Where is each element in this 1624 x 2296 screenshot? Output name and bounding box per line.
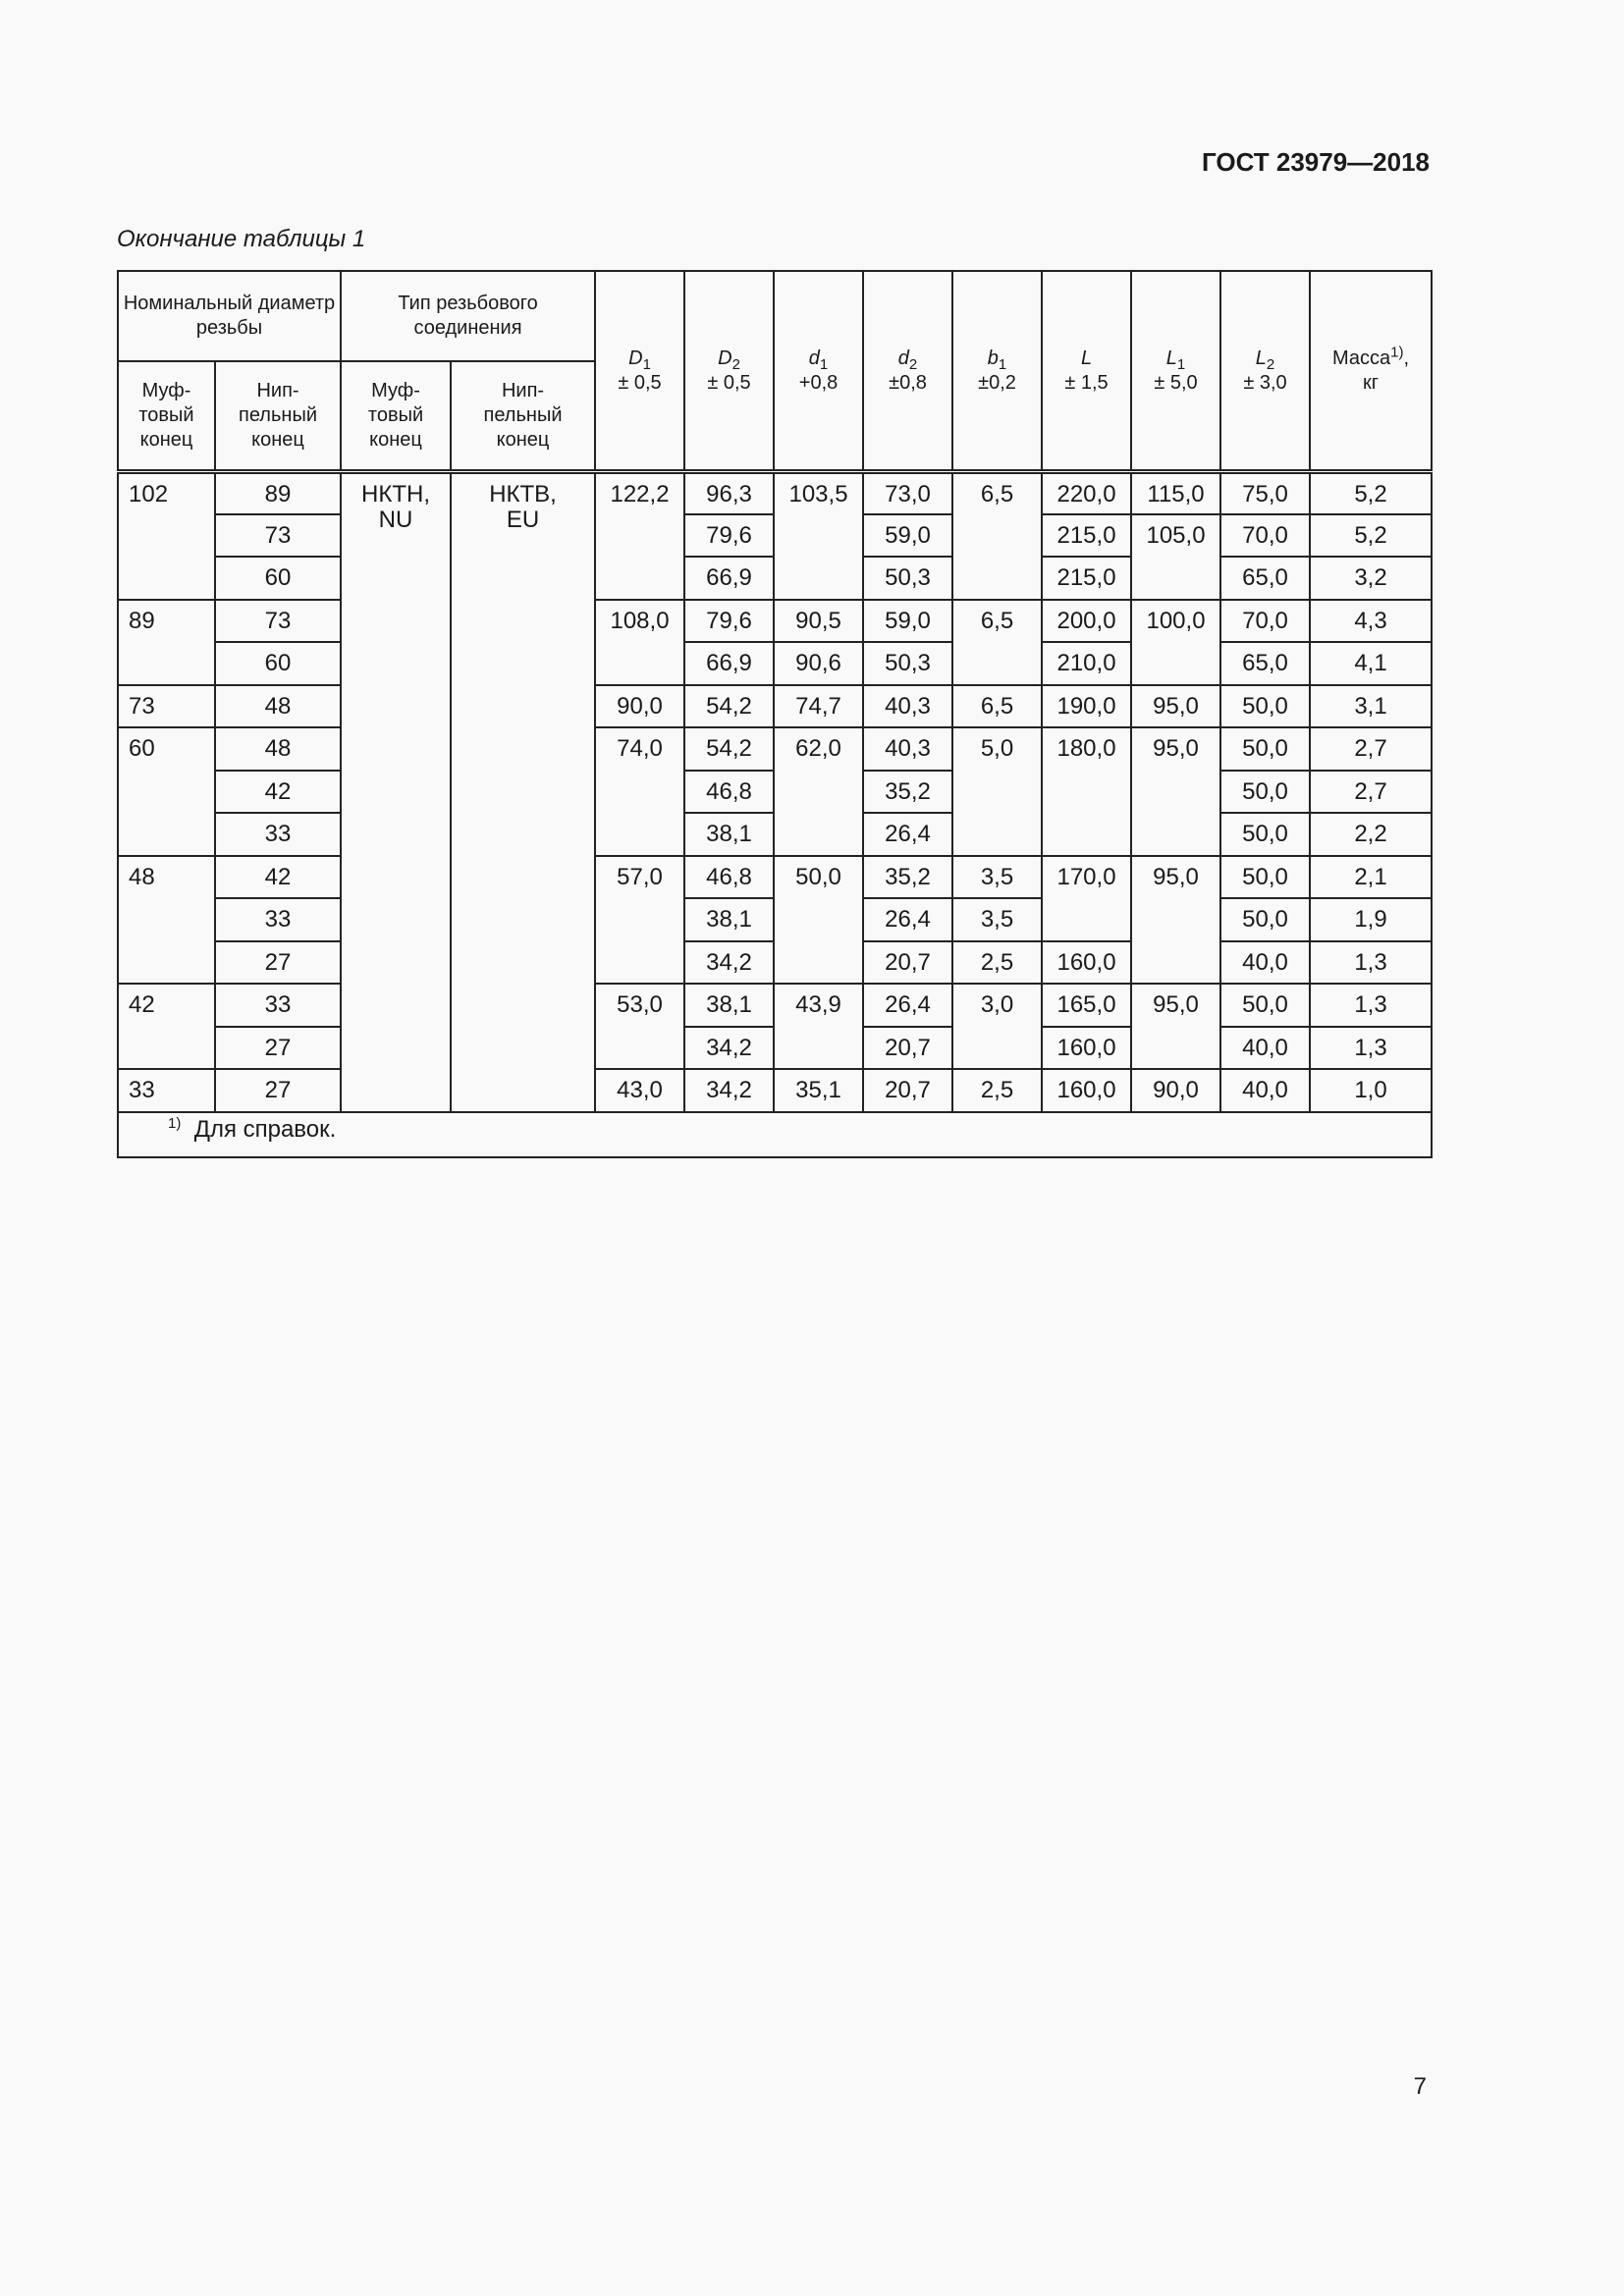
- cell-mass: 1,3: [1310, 941, 1432, 985]
- header-L2: $L_2$ ± 3,0: [1220, 271, 1310, 471]
- cell-D2: 38,1: [684, 813, 774, 856]
- header-type-coupling-end: Муф- товый конец: [341, 361, 451, 471]
- cell-type-nipple: НКТВ, EU: [451, 471, 595, 1112]
- table-row: [118, 685, 1432, 728]
- cell-mass: 4,1: [1310, 642, 1432, 685]
- cell-L: 220,0: [1042, 471, 1131, 514]
- cell-coupling: 33: [118, 1069, 215, 1112]
- cell-L: 160,0: [1042, 1069, 1131, 1112]
- table-row: [118, 856, 1432, 899]
- cell-L: 215,0: [1042, 557, 1131, 600]
- cell-b1: 5,0: [952, 727, 1042, 856]
- cell-L: 200,0: [1042, 600, 1131, 643]
- cell-mass: 4,3: [1310, 600, 1432, 643]
- header-b1: $b_1$ ±0,2: [952, 271, 1042, 471]
- cell-L1: 95,0: [1131, 685, 1220, 728]
- cell-L1: 95,0: [1131, 984, 1220, 1069]
- cell-L2: 40,0: [1220, 1069, 1310, 1112]
- cell-d1: 74,7: [774, 685, 863, 728]
- cell-nipple: 27: [215, 1069, 341, 1112]
- cell-coupling: 73: [118, 685, 215, 728]
- table-row: [118, 1069, 1432, 1112]
- header-L1: $L_1$ ± 5,0: [1131, 271, 1220, 471]
- cell-nipple: 27: [215, 941, 341, 985]
- cell-D2: 54,2: [684, 685, 774, 728]
- footnote-row: [118, 1112, 1432, 1157]
- cell-mass: 1,0: [1310, 1069, 1432, 1112]
- header-nominal-diameter: Номинальный диаметр резьбы: [118, 271, 341, 361]
- cell-D2: 54,2: [684, 727, 774, 771]
- cell-D2: 38,1: [684, 898, 774, 941]
- cell-D2: 79,6: [684, 600, 774, 643]
- cell-d1: 62,0: [774, 727, 863, 856]
- cell-b1: 3,5: [952, 856, 1042, 899]
- cell-nipple: 42: [215, 856, 341, 899]
- cell-L2: 50,0: [1220, 984, 1310, 1027]
- cell-nipple: 33: [215, 813, 341, 856]
- cell-d1: 35,1: [774, 1069, 863, 1112]
- cell-coupling: 102: [118, 471, 215, 600]
- cell-L: 210,0: [1042, 642, 1131, 685]
- cell-d2: 40,3: [863, 685, 952, 728]
- cell-L2: 70,0: [1220, 514, 1310, 558]
- cell-L2: 50,0: [1220, 898, 1310, 941]
- cell-b1: 2,5: [952, 941, 1042, 985]
- cell-nipple: 60: [215, 642, 341, 685]
- cell-d2: 26,4: [863, 898, 952, 941]
- cell-coupling: 60: [118, 727, 215, 856]
- cell-d1: 103,5: [774, 471, 863, 600]
- cell-coupling: 89: [118, 600, 215, 685]
- header-d2: $d_2$ ±0,8: [863, 271, 952, 471]
- cell-L2: 40,0: [1220, 1027, 1310, 1070]
- cell-D2: 66,9: [684, 557, 774, 600]
- cell-nipple: 27: [215, 1027, 341, 1070]
- cell-D2: 38,1: [684, 984, 774, 1027]
- cell-b1: 6,5: [952, 600, 1042, 685]
- header-mass: Масса$^{1)}$, кг: [1310, 271, 1432, 471]
- header-D2: $D_2$ ± 0,5: [684, 271, 774, 471]
- cell-L2: 50,0: [1220, 727, 1310, 771]
- table-row: [118, 471, 1432, 514]
- header-coupling-end: Муф- товый конец: [118, 361, 215, 471]
- cell-D2: 66,9: [684, 642, 774, 685]
- cell-D1: 57,0: [595, 856, 684, 985]
- cell-d2: 59,0: [863, 514, 952, 558]
- cell-d2: 20,7: [863, 1027, 952, 1070]
- cell-L1: 95,0: [1131, 727, 1220, 856]
- cell-d2: 50,3: [863, 557, 952, 600]
- cell-L2: 65,0: [1220, 557, 1310, 600]
- cell-d2: 20,7: [863, 941, 952, 985]
- dimensions-table: [117, 270, 1433, 1158]
- table-row: [118, 984, 1432, 1027]
- cell-d1: 50,0: [774, 856, 863, 985]
- cell-D2: 46,8: [684, 771, 774, 814]
- page-number: 7: [1413, 2073, 1427, 2100]
- cell-mass: 3,2: [1310, 557, 1432, 600]
- cell-b1: 6,5: [952, 471, 1042, 600]
- cell-d2: 35,2: [863, 771, 952, 814]
- cell-L2: 65,0: [1220, 642, 1310, 685]
- header-D1: $D_1$ ± 0,5: [595, 271, 684, 471]
- cell-mass: 5,2: [1310, 471, 1432, 514]
- cell-D1: 74,0: [595, 727, 684, 856]
- cell-D2: 46,8: [684, 856, 774, 899]
- cell-b1: 3,5: [952, 898, 1042, 941]
- cell-nipple: 60: [215, 557, 341, 600]
- cell-L2: 40,0: [1220, 941, 1310, 985]
- cell-nipple: 33: [215, 984, 341, 1027]
- cell-L1: 115,0: [1131, 471, 1220, 514]
- cell-d2: 26,4: [863, 984, 952, 1027]
- cell-L2: 50,0: [1220, 771, 1310, 814]
- document-number: ГОСТ 23979—2018: [1202, 147, 1430, 177]
- cell-L1: 95,0: [1131, 856, 1220, 985]
- cell-L1: 100,0: [1131, 600, 1220, 685]
- cell-D1: 122,2: [595, 471, 684, 600]
- cell-nipple: 42: [215, 771, 341, 814]
- table-row: [118, 642, 1432, 685]
- cell-d2: 73,0: [863, 471, 952, 514]
- cell-b1: 6,5: [952, 685, 1042, 728]
- header-nipple-end: Нип- пельный конец: [215, 361, 341, 471]
- cell-mass: 3,1: [1310, 685, 1432, 728]
- cell-nipple: 48: [215, 727, 341, 771]
- cell-d1: 90,6: [774, 642, 863, 685]
- cell-L2: 50,0: [1220, 685, 1310, 728]
- cell-coupling: 48: [118, 856, 215, 985]
- cell-d2: 35,2: [863, 856, 952, 899]
- cell-L: 165,0: [1042, 984, 1131, 1027]
- cell-mass: 1,3: [1310, 1027, 1432, 1070]
- cell-D2: 34,2: [684, 1069, 774, 1112]
- header-L: L ± 1,5: [1042, 271, 1131, 471]
- cell-D1: 53,0: [595, 984, 684, 1069]
- table-row: [118, 600, 1432, 643]
- cell-L1: 105,0: [1131, 514, 1220, 600]
- cell-mass: 2,1: [1310, 856, 1432, 899]
- footnote: $^{1)}$ Для справок.: [118, 1112, 1432, 1157]
- cell-D1: 43,0: [595, 1069, 684, 1112]
- cell-D2: 96,3: [684, 471, 774, 514]
- cell-L: 160,0: [1042, 1027, 1131, 1070]
- cell-L: 215,0: [1042, 514, 1131, 558]
- cell-d2: 26,4: [863, 813, 952, 856]
- cell-nipple: 73: [215, 514, 341, 558]
- cell-L2: 70,0: [1220, 600, 1310, 643]
- header-thread-type: Тип резьбового соединения: [341, 271, 595, 361]
- cell-d2: 59,0: [863, 600, 952, 643]
- cell-nipple: 73: [215, 600, 341, 643]
- cell-L: 180,0: [1042, 727, 1131, 856]
- cell-coupling: 42: [118, 984, 215, 1069]
- cell-b1: 3,0: [952, 984, 1042, 1069]
- cell-nipple: 89: [215, 471, 341, 514]
- cell-L: 170,0: [1042, 856, 1131, 941]
- cell-L2: 50,0: [1220, 813, 1310, 856]
- header-d1: $d_1$ +0,8: [774, 271, 863, 471]
- cell-mass: 1,3: [1310, 984, 1432, 1027]
- cell-mass: 5,2: [1310, 514, 1432, 558]
- cell-L1: 90,0: [1131, 1069, 1220, 1112]
- cell-d1: 43,9: [774, 984, 863, 1069]
- cell-d2: 50,3: [863, 642, 952, 685]
- cell-d2: 40,3: [863, 727, 952, 771]
- cell-L2: 50,0: [1220, 856, 1310, 899]
- cell-type-coupling: НКТН, NU: [341, 471, 451, 1112]
- cell-L2: 75,0: [1220, 471, 1310, 514]
- cell-d1: 90,5: [774, 600, 863, 643]
- cell-D2: 34,2: [684, 941, 774, 985]
- header-type-nipple-end: Нип- пельный конец: [451, 361, 595, 471]
- cell-D1: 90,0: [595, 685, 684, 728]
- cell-mass: 1,9: [1310, 898, 1432, 941]
- cell-L: 190,0: [1042, 685, 1131, 728]
- cell-mass: 2,7: [1310, 727, 1432, 771]
- cell-nipple: 48: [215, 685, 341, 728]
- table-caption: Окончание таблицы 1: [117, 226, 366, 252]
- cell-mass: 2,2: [1310, 813, 1432, 856]
- cell-D1: 108,0: [595, 600, 684, 685]
- cell-b1: 2,5: [952, 1069, 1042, 1112]
- cell-D2: 79,6: [684, 514, 774, 558]
- cell-nipple: 33: [215, 898, 341, 941]
- cell-D2: 34,2: [684, 1027, 774, 1070]
- cell-mass: 2,7: [1310, 771, 1432, 814]
- cell-d2: 20,7: [863, 1069, 952, 1112]
- cell-L: 160,0: [1042, 941, 1131, 985]
- table-row: [118, 727, 1432, 771]
